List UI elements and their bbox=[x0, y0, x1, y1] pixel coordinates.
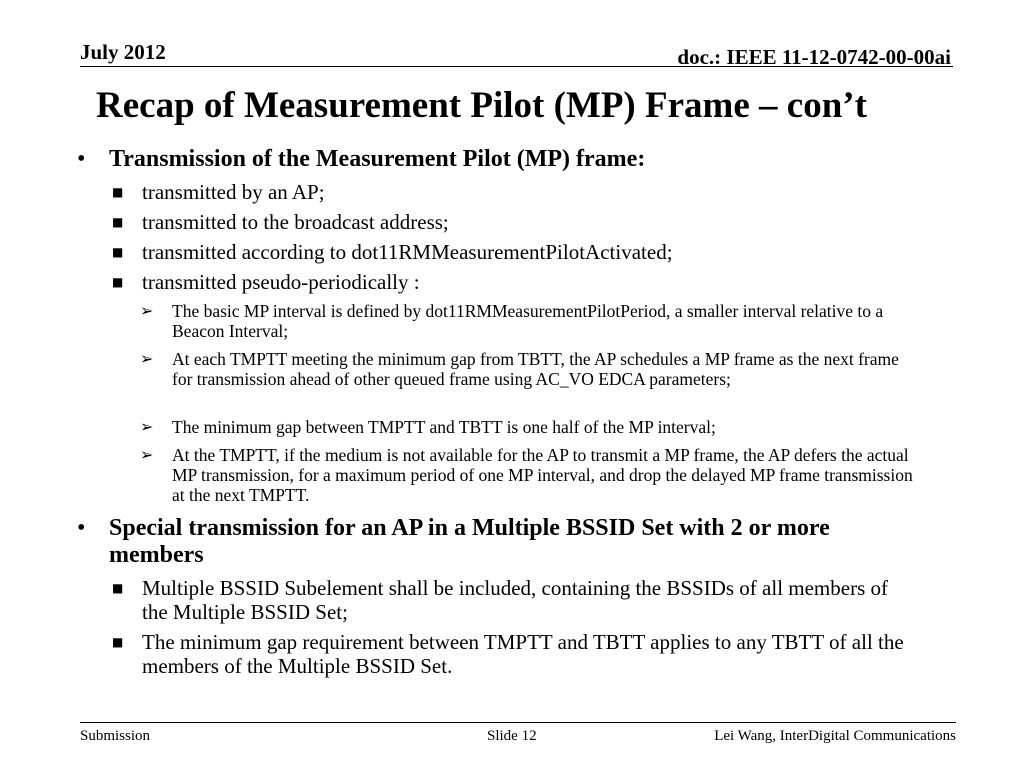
sub-bullet bbox=[112, 210, 912, 234]
sub-sub-bullet bbox=[140, 349, 917, 389]
footer-divider bbox=[80, 722, 956, 723]
slide-title: Recap of Measurement Pilot (MP) Frame – con’t bbox=[96, 85, 867, 126]
sub-bullet-text: transmitted pseudo-periodically : bbox=[142, 270, 420, 294]
square-bullet-icon: ■ bbox=[112, 635, 124, 649]
sub-bullet bbox=[112, 240, 912, 264]
square-bullet-icon: ■ bbox=[112, 275, 124, 289]
square-bullet-icon: ■ bbox=[112, 581, 124, 595]
sub-sub-bullet-text: The basic MP interval is defined by dot11RMMeasurementPilotPeriod, a smaller interval relative to a Beacon Interval; bbox=[172, 301, 884, 341]
bullet-marker: • bbox=[77, 515, 86, 541]
sub-bullet-text: Multiple BSSID Subelement shall be included, containing the BSSIDs of all members of the Multiple BSSID Set; bbox=[142, 576, 888, 624]
bullet-marker: • bbox=[77, 146, 86, 172]
bullet-transmission bbox=[77, 146, 924, 173]
sub-sub-bullet-text: At the TMPTT, if the medium is not available for the AP to transmit a MP frame, the AP defers the actual MP transmission, for a maximum period of one MP interval, and drop the delayed MP frame transmission at the next TMPTT. bbox=[172, 445, 913, 505]
bullet-special-transmission bbox=[77, 515, 924, 569]
footer-submission: Submission bbox=[80, 728, 151, 744]
sub-bullet-text: transmitted by an AP; bbox=[142, 180, 325, 204]
sub-bullet bbox=[112, 630, 912, 678]
footer-author: Lei Wang, InterDigital Communications bbox=[714, 728, 956, 744]
header-date: July 2012 bbox=[80, 40, 166, 64]
sub-sub-bullet-text: At each TMPTT meeting the minimum gap from TBTT, the AP schedules a MP frame as the next frame for transmission ahead of other queued frame using AC_VO EDCA parameters; bbox=[172, 349, 899, 389]
sub-sub-bullet bbox=[140, 445, 917, 505]
sub-bullet bbox=[112, 180, 912, 204]
square-bullet-icon: ■ bbox=[112, 215, 124, 229]
sub-bullet-text: transmitted according to dot11RMMeasurementPilotActivated; bbox=[142, 240, 673, 264]
sub-bullet-text: The minimum gap requirement between TMPTT and TBTT applies to any TBTT of all the members of the Multiple BSSID Set. bbox=[142, 630, 904, 678]
sub-bullet bbox=[112, 576, 912, 624]
square-bullet-icon: ■ bbox=[112, 245, 124, 259]
sub-bullet bbox=[112, 270, 912, 294]
bullet-text: Transmission of the Measurement Pilot (MP) frame: bbox=[109, 146, 646, 172]
document-id: doc.: IEEE 11-12-0742-00-00ai bbox=[677, 45, 951, 69]
arrow-bullet-icon: ➢ bbox=[140, 301, 154, 320]
slide-number: Slide 12 bbox=[487, 728, 537, 744]
sub-sub-bullet bbox=[140, 301, 917, 341]
header-divider bbox=[80, 66, 953, 67]
bullet-text: Special transmission for an AP in a Multiple BSSID Set with 2 or more members bbox=[109, 515, 830, 568]
arrow-bullet-icon: ➢ bbox=[140, 445, 154, 464]
sub-sub-bullet bbox=[140, 417, 917, 437]
arrow-bullet-icon: ➢ bbox=[140, 417, 154, 436]
square-bullet-icon: ■ bbox=[112, 185, 124, 199]
sub-bullet-text: transmitted to the broadcast address; bbox=[142, 210, 449, 234]
sub-sub-bullet-text: The minimum gap between TMPTT and TBTT is one half of the MP interval; bbox=[172, 417, 716, 437]
arrow-bullet-icon: ➢ bbox=[140, 349, 154, 368]
